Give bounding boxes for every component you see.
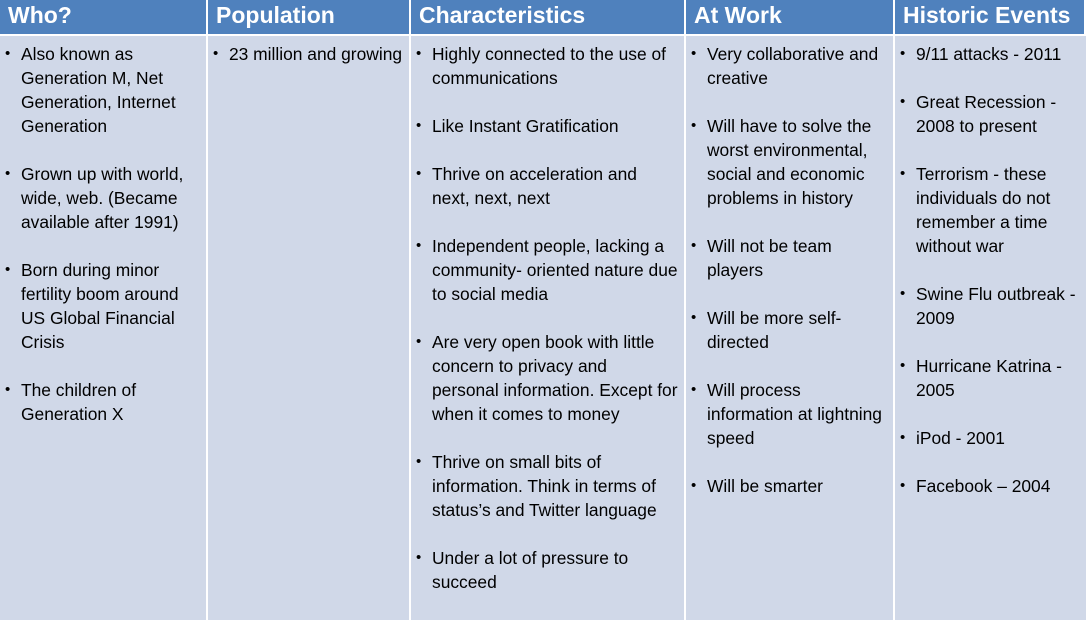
bullet-icon: •	[5, 381, 11, 398]
list-item: • Great Recession - 2008 to present	[900, 92, 1057, 136]
list-item: • Will be more self-directed	[691, 308, 842, 352]
list-item: • Swine Flu outbreak - 2009	[900, 284, 1076, 328]
header-population: Population	[208, 0, 411, 36]
bullet-icon: •	[691, 309, 697, 326]
list-item: • Hurricane Katrina - 2005	[900, 356, 1062, 400]
header-historic-events: Historic Events	[895, 0, 1086, 36]
list-item: • Will process information at lightning speed	[691, 380, 882, 448]
bullet-icon: •	[691, 45, 697, 62]
bullet-icon: •	[900, 429, 906, 446]
population-list	[208, 42, 403, 66]
bullet-icon: •	[416, 237, 422, 254]
list-item: • Under a lot of pressure to succeed	[416, 548, 629, 592]
bullet-icon: •	[900, 165, 906, 182]
list-item: • Facebook – 2004	[900, 476, 1051, 496]
bullet-icon: •	[691, 237, 697, 254]
bullet-icon: •	[416, 117, 422, 134]
who-list	[0, 42, 200, 426]
at-work-list	[686, 42, 887, 498]
list-item: • Born during minor fertility boom around US Global Financial Crisis	[5, 260, 179, 352]
list-item: • Will have to solve the worst environmental, social and economic problems in history	[691, 116, 872, 208]
list-item: • Highly connected to the use of communications	[416, 44, 666, 88]
bullet-icon: •	[416, 45, 422, 62]
list-item: • The children of Generation X	[5, 380, 137, 424]
bullet-icon: •	[5, 45, 11, 62]
cell-historic-events	[895, 36, 1086, 620]
list-item: • Thrive on small bits of information. Think in terms of status’s and Twitter language	[416, 452, 657, 520]
cell-characteristics	[411, 36, 686, 620]
bullet-icon: •	[416, 333, 422, 350]
bullet-icon: •	[900, 93, 906, 110]
list-item: • Thrive on acceleration and next, next, next	[416, 164, 637, 208]
historic-events-list	[895, 42, 1080, 498]
bullet-icon: •	[900, 477, 906, 494]
list-item: • Like Instant Gratification	[416, 116, 619, 136]
bullet-icon: •	[416, 453, 422, 470]
bullet-icon: •	[213, 45, 219, 62]
bullet-icon: •	[691, 381, 697, 398]
list-item: • Will not be team players	[691, 236, 832, 280]
list-item: • 9/11 attacks - 2011	[900, 44, 1062, 64]
list-item: • Also known as Generation M, Net Generation, Internet Generation	[5, 44, 176, 136]
cell-who	[0, 36, 208, 620]
bullet-icon: •	[416, 549, 422, 566]
bullet-icon: •	[691, 477, 697, 494]
cell-at-work	[686, 36, 895, 620]
header-characteristics: Characteristics	[411, 0, 686, 36]
bullet-icon: •	[900, 285, 906, 302]
list-item: • iPod - 2001	[900, 428, 1005, 448]
header-at-work: At Work	[686, 0, 895, 36]
list-item: • Terrorism - these individuals do not remember a time without war	[900, 164, 1051, 256]
list-item: • Are very open book with little concern to privacy and personal information. Except for when it comes to money	[416, 332, 678, 424]
cell-population	[208, 36, 411, 620]
list-item: • Will be smarter	[691, 476, 823, 496]
bullet-icon: •	[900, 357, 906, 374]
bullet-icon: •	[5, 165, 11, 182]
bullet-icon: •	[5, 261, 11, 278]
characteristics-list	[411, 42, 678, 594]
list-item: • Independent people, lacking a community- oriented nature due to social media	[416, 236, 678, 304]
list-item: • 23 million and growing	[213, 44, 403, 64]
list-item: • Grown up with world, wide, web. (Became available after 1991)	[5, 164, 184, 232]
bullet-icon: •	[416, 165, 422, 182]
list-item: • Very collaborative and creative	[691, 44, 879, 88]
bullet-icon: •	[691, 117, 697, 134]
header-who: Who?	[0, 0, 208, 36]
bullet-icon: •	[900, 45, 906, 62]
